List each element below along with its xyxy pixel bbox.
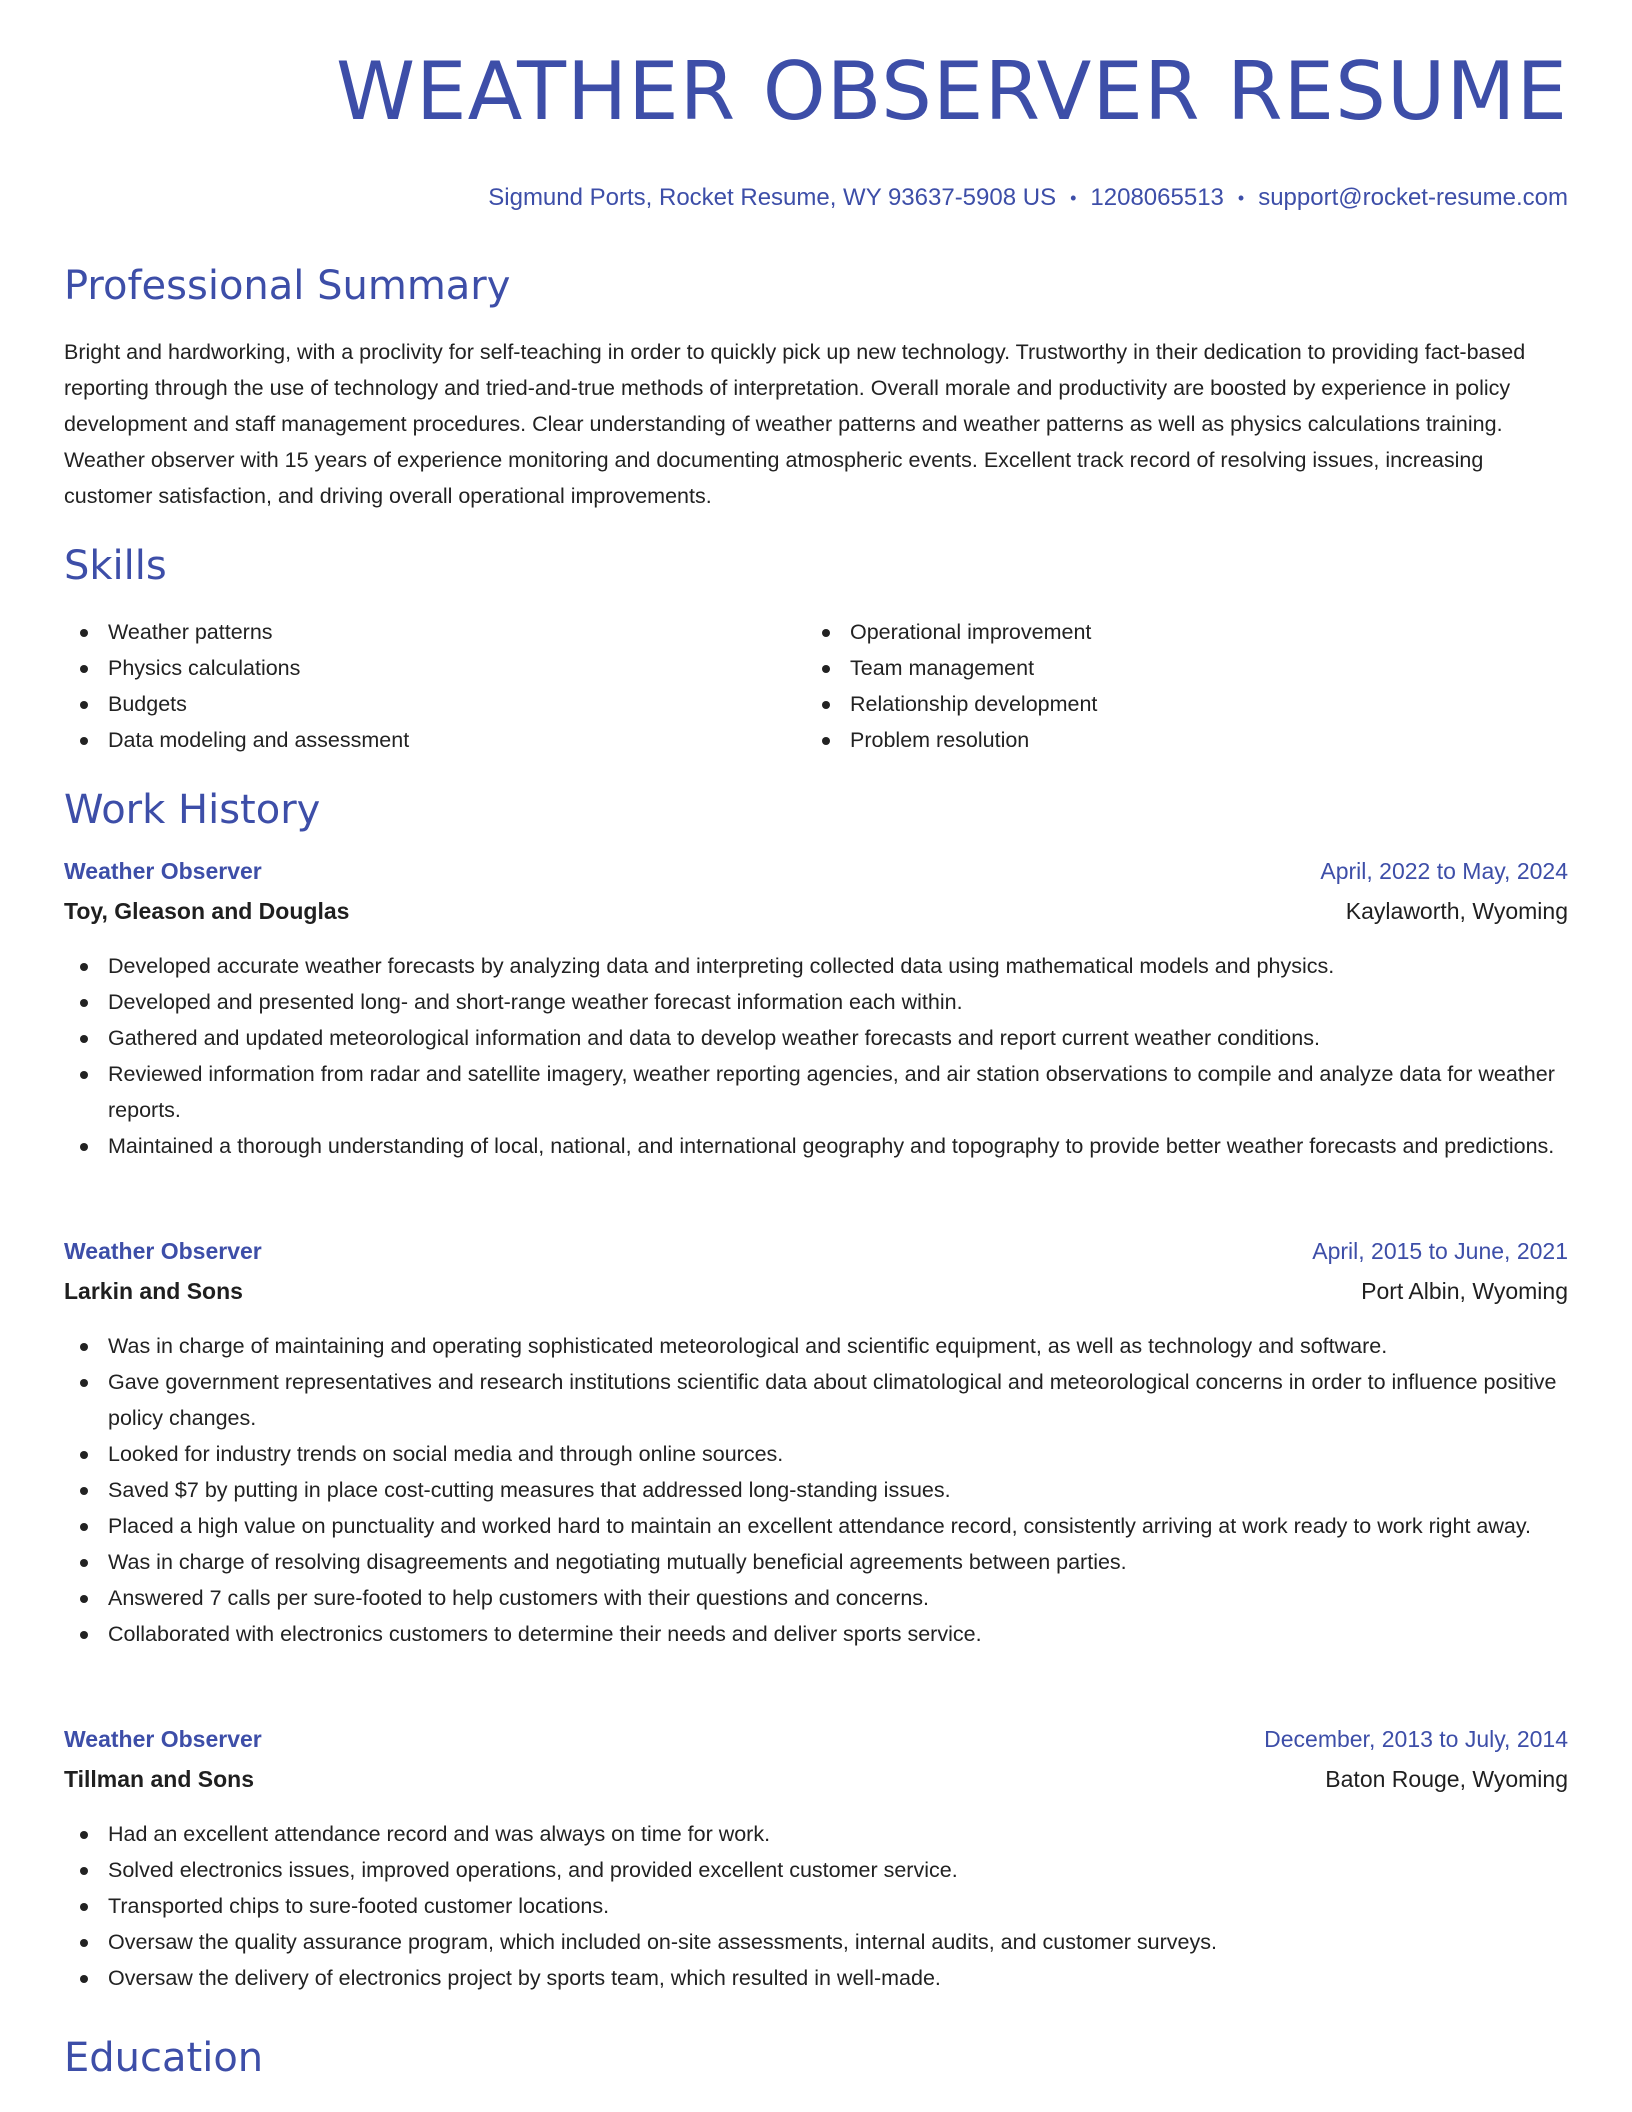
job-location: Baton Rouge, Wyoming — [1325, 1766, 1568, 1792]
bullet-separator-icon: • — [1070, 187, 1077, 208]
job-duty-item: Transported chips to sure-footed customer locations. — [64, 1888, 1568, 1924]
job-company: Toy, Gleason and Douglas — [64, 898, 350, 924]
job-duty-item: Had an excellent attendance record and was always on time for work. — [64, 1816, 1568, 1852]
job-duty-item: Was in charge of resolving disagreements and negotiating mutually beneficial agreements between parties. — [64, 1544, 1568, 1580]
skills-column-right — [806, 614, 1548, 758]
job-duty-item: Oversaw the quality assurance program, which included on-site assessments, internal audits, and customer surveys. — [64, 1924, 1568, 1960]
job-entry — [64, 858, 1568, 1164]
job-duty-item: Developed and presented long- and short-range weather forecast information each within. — [64, 984, 1568, 1020]
job-dates: April, 2015 to June, 2021 — [1312, 1238, 1568, 1264]
job-duty-item: Gave government representatives and research institutions scientific data about climatological and meteorological concerns in order to influence positive policy changes. — [64, 1364, 1568, 1436]
skills-list — [64, 614, 1568, 758]
summary-text: Bright and hardworking, with a proclivity for self-teaching in order to quickly pick up new technology. Trustworthy in their dedication to providing fact-based reporting through the use of technology and tried-and-true methods of interpretation. Overall morale and productivity are boosted by experience in policy development and staff management procedures. Clear understanding of weather patterns and weather patterns as well as physics calculations training. Weather observer with 15 years of experience monitoring and documenting atmospheric events. Excellent track record of resolving issues, increasing customer satisfaction, and driving overall operational improvements. — [64, 340, 1526, 508]
job-company: Tillman and Sons — [64, 1766, 254, 1792]
skill-item: Team management — [850, 650, 1548, 686]
job-location: Port Albin, Wyoming — [1361, 1278, 1568, 1304]
job-duty-item: Answered 7 calls per sure-footed to help customers with their questions and concerns. — [64, 1580, 1568, 1616]
job-company-row — [64, 1278, 1568, 1318]
job-title: Weather Observer — [64, 858, 262, 884]
skills-heading: Skills — [64, 543, 167, 589]
contact-address: Sigmund Ports, Rocket Resume, WY 93637-5908 US — [488, 184, 1057, 211]
job-duty-item: Gathered and updated meteorological information and data to develop weather forecasts and report current weather conditions. — [64, 1020, 1568, 1056]
skill-item: Data modeling and assessment — [108, 722, 806, 758]
job-duty-item: Maintained a thorough understanding of local, national, and international geography and topography to provide better weather forecasts and predictions. — [64, 1128, 1568, 1164]
job-dates: April, 2022 to May, 2024 — [1320, 858, 1568, 884]
contact-email[interactable]: support@rocket-resume.com — [1258, 184, 1568, 211]
resume-title: WEATHER OBSERVER RESUME — [335, 45, 1568, 138]
job-duties-list — [64, 1816, 1568, 1996]
work-history-heading: Work History — [64, 787, 321, 833]
job-title: Weather Observer — [64, 1238, 262, 1264]
job-duty-item: Collaborated with electronics customers to determine their needs and deliver sports service. — [64, 1616, 1568, 1652]
job-duty-item: Oversaw the delivery of electronics project by sports team, which resulted in well-made. — [64, 1960, 1568, 1996]
job-company-row — [64, 1766, 1568, 1806]
job-title-row — [64, 858, 1568, 898]
job-duty-item: Looked for industry trends on social media and through online sources. — [64, 1436, 1568, 1472]
job-company-row — [64, 898, 1568, 938]
skill-item: Problem resolution — [850, 722, 1548, 758]
job-duty-item: Saved $7 by putting in place cost-cutting measures that addressed long-standing issues. — [64, 1472, 1568, 1508]
job-dates: December, 2013 to July, 2014 — [1264, 1726, 1568, 1752]
skill-item: Operational improvement — [850, 614, 1548, 650]
job-title-row — [64, 1726, 1568, 1766]
skill-item: Weather patterns — [108, 614, 806, 650]
job-duty-item: Solved electronics issues, improved operations, and provided excellent customer service. — [64, 1852, 1568, 1888]
skill-item: Budgets — [108, 686, 806, 722]
contact-line — [488, 184, 1568, 212]
job-location: Kaylaworth, Wyoming — [1345, 898, 1568, 924]
job-duty-item: Developed accurate weather forecasts by analyzing data and interpreting collected data using mathematical models and physics. — [64, 948, 1568, 984]
contact-phone[interactable]: 1208065513 — [1090, 184, 1224, 211]
job-duties-list — [64, 1328, 1568, 1652]
job-title: Weather Observer — [64, 1726, 262, 1752]
job-entry — [64, 1238, 1568, 1652]
skill-item: Physics calculations — [108, 650, 806, 686]
job-duty-item: Was in charge of maintaining and operating sophisticated meteorological and scientific equipment, as well as technology and software. — [64, 1328, 1568, 1364]
job-duties-list — [64, 948, 1568, 1164]
summary-heading: Professional Summary — [64, 263, 511, 309]
skill-item: Relationship development — [850, 686, 1548, 722]
bullet-separator-icon: • — [1237, 187, 1245, 208]
job-title-row — [64, 1238, 1568, 1278]
job-entry — [64, 1726, 1568, 1996]
skills-column-left — [64, 614, 806, 758]
job-company: Larkin and Sons — [64, 1278, 243, 1304]
education-heading: Education — [64, 2035, 264, 2081]
job-duty-item: Placed a high value on punctuality and worked hard to maintain an excellent attendance record, consistently arriving at work ready to work right away. — [64, 1508, 1568, 1544]
job-duty-item: Reviewed information from radar and satellite imagery, weather reporting agencies, and air station observations to compile and analyze data for weather reports. — [64, 1056, 1568, 1128]
